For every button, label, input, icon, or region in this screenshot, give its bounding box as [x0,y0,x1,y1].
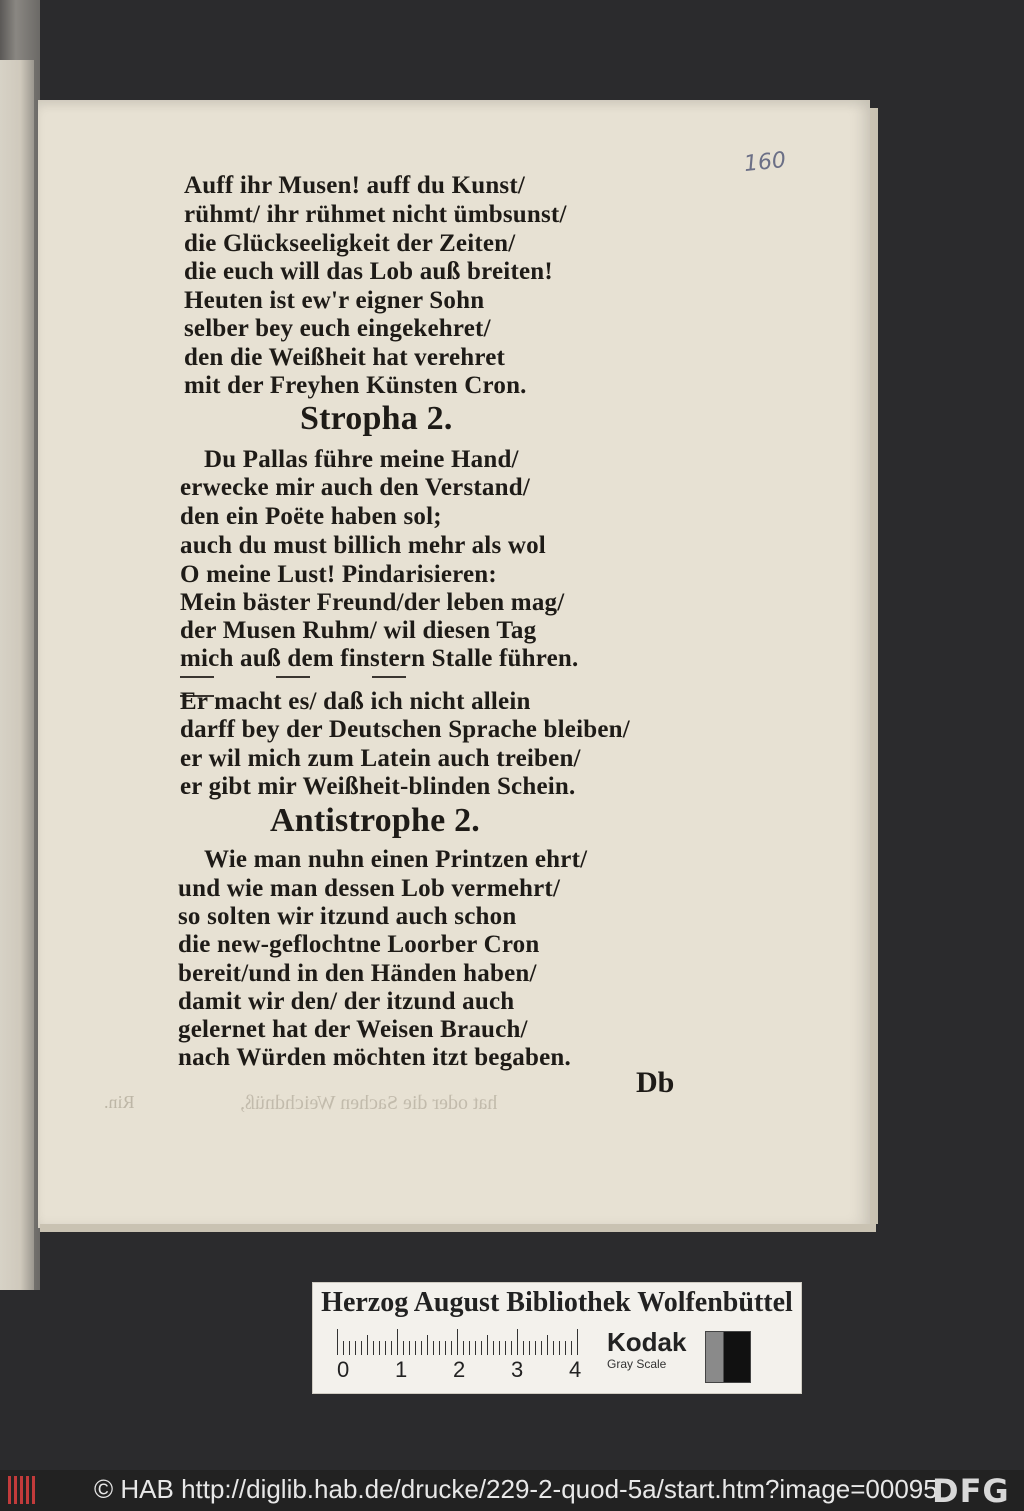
text-line: O meine Lust! Pindarisieren: [180,561,497,588]
ruler-tick [535,1341,536,1355]
ruler-tick [343,1341,344,1355]
chart-title: Herzog August Bibliothek Wolfenbüttel [321,1287,793,1318]
ruler-number: 0 [337,1357,350,1382]
ruler-number: 4 [569,1357,582,1382]
text-line: erwecke mir auch den Verstand/ [180,474,530,501]
ruler-tick [409,1341,410,1355]
text-line: Mein bäster Freund/der leben mag/ [180,589,565,616]
folio-number: 160 [742,147,788,178]
ruler-tick [541,1341,542,1355]
section-heading: Stropha 2. [300,400,453,437]
viewer-footer [0,1470,1024,1511]
text-line: Wie man nuhn einen Printzen ehrt/ [204,846,588,873]
ruler-tick [451,1341,452,1355]
color-calibration-chart [312,1282,802,1394]
ruler-tick [559,1341,560,1355]
ruler-tick [427,1335,428,1355]
text-line: den ein Poëte haben sol; [180,503,442,530]
text-line: Du Pallas führe meine Hand/ [204,446,519,473]
text-line: er gibt mir Weißheit-blinden Schein. [180,773,576,800]
text-line: rühmt/ ihr rühmet nicht ümbsunst/ [184,201,567,228]
ruler-tick [433,1341,434,1355]
ruler-tick [349,1341,350,1355]
ruler-tick [337,1329,338,1355]
text-line: so solten wir itzund auch schon [178,903,517,930]
ruler-tick [511,1341,512,1355]
ruler-scale [337,1329,591,1355]
text-line: und wie man dessen Lob vermehrt/ [178,875,561,902]
text-line: der Musen Ruhm/ wil diesen Tag [180,617,537,644]
ruler-tick [493,1341,494,1355]
text-line: selber bey euch eingekehret/ [184,315,491,342]
ruler-tick [517,1329,518,1355]
text-line: gelernet hat der Weisen Brauch/ [178,1016,528,1043]
book-board [0,60,34,1290]
ruler-numbers [337,1357,607,1385]
bleed-through-text-left: Rin. [104,1092,135,1112]
ruler-tick [439,1341,440,1355]
kodak-subtitle: Gray Scale [607,1357,667,1371]
section-heading: Antistrophe 2. [270,802,480,839]
ruler-tick [397,1329,398,1355]
text-line: auch du must billich mehr als wol [180,532,546,559]
text-line: darff bey der Deutschen Sprache bleiben/ [180,716,630,743]
text-line: mit der Freyhen Künsten Cron. [184,372,527,399]
ruler-tick [499,1341,500,1355]
ruler-tick [505,1341,506,1355]
dfg-logo: DFG [932,1472,1010,1510]
section-divider [180,666,560,674]
ruler-tick [391,1341,392,1355]
text-line: er wil mich zum Latein auch treiben/ [180,745,581,772]
ruler-number: 2 [453,1357,466,1382]
text-line: den die Weißheit hat verehret [184,344,506,371]
ruler-tick [475,1341,476,1355]
text-line: damit wir den/ der itzund auch [178,988,515,1015]
ruler-tick [367,1335,368,1355]
ruler-tick [529,1341,530,1355]
ruler-tick [565,1341,566,1355]
ruler-tick [355,1341,356,1355]
text-line: bereit/und in den Händen haben/ [178,960,537,987]
ruler-tick [481,1341,482,1355]
library-logo-icon [8,1476,40,1504]
ruler-tick [547,1335,548,1355]
ruler-tick [469,1341,470,1355]
ruler-tick [487,1335,488,1355]
ruler-tick [463,1341,464,1355]
ruler-tick [373,1341,374,1355]
text-line: nach Würden möchten itzt begaben. [178,1044,571,1071]
ruler-number: 3 [511,1357,524,1382]
ruler-tick [421,1341,422,1355]
gray-scale-patch [705,1331,751,1383]
ruler-tick [523,1341,524,1355]
page-bottom-edge [40,1224,876,1232]
ruler-tick [577,1329,578,1355]
ruler-tick [403,1341,404,1355]
source-url-link[interactable]: © HAB http://diglib.hab.de/drucke/229-2-quod-5a/start.htm?image=00095 [94,1474,938,1504]
bleed-through-text: hat oder die Sachen Weichdnüß, [240,1092,498,1114]
text-line: die euch will das Lob auß breiten! [184,258,553,285]
ruler-tick [361,1341,362,1355]
text-line: Heuten ist ew'r eigner Sohn [184,287,485,314]
ruler-number: 1 [395,1357,408,1382]
text-line: die new-geflochtne Loorber Cron [178,931,540,958]
text-line: die Glückseeligkeit der Zeiten/ [184,230,516,257]
text-line: mich auß dem finstern Stalle führen. [180,645,579,672]
ruler-tick [385,1341,386,1355]
ruler-tick [457,1329,458,1355]
text-line: Auff ihr Musen! auff du Kunst/ [184,172,526,199]
ruler-tick [445,1341,446,1355]
kodak-brand: Kodak [607,1327,687,1357]
ruler-tick [571,1341,572,1355]
ruler-tick [379,1341,380,1355]
ruler-tick [415,1341,416,1355]
ruler-tick [553,1341,554,1355]
text-line: Er macht es/ daß ich nicht allein [180,688,531,715]
signature-mark: Db [636,1066,675,1099]
